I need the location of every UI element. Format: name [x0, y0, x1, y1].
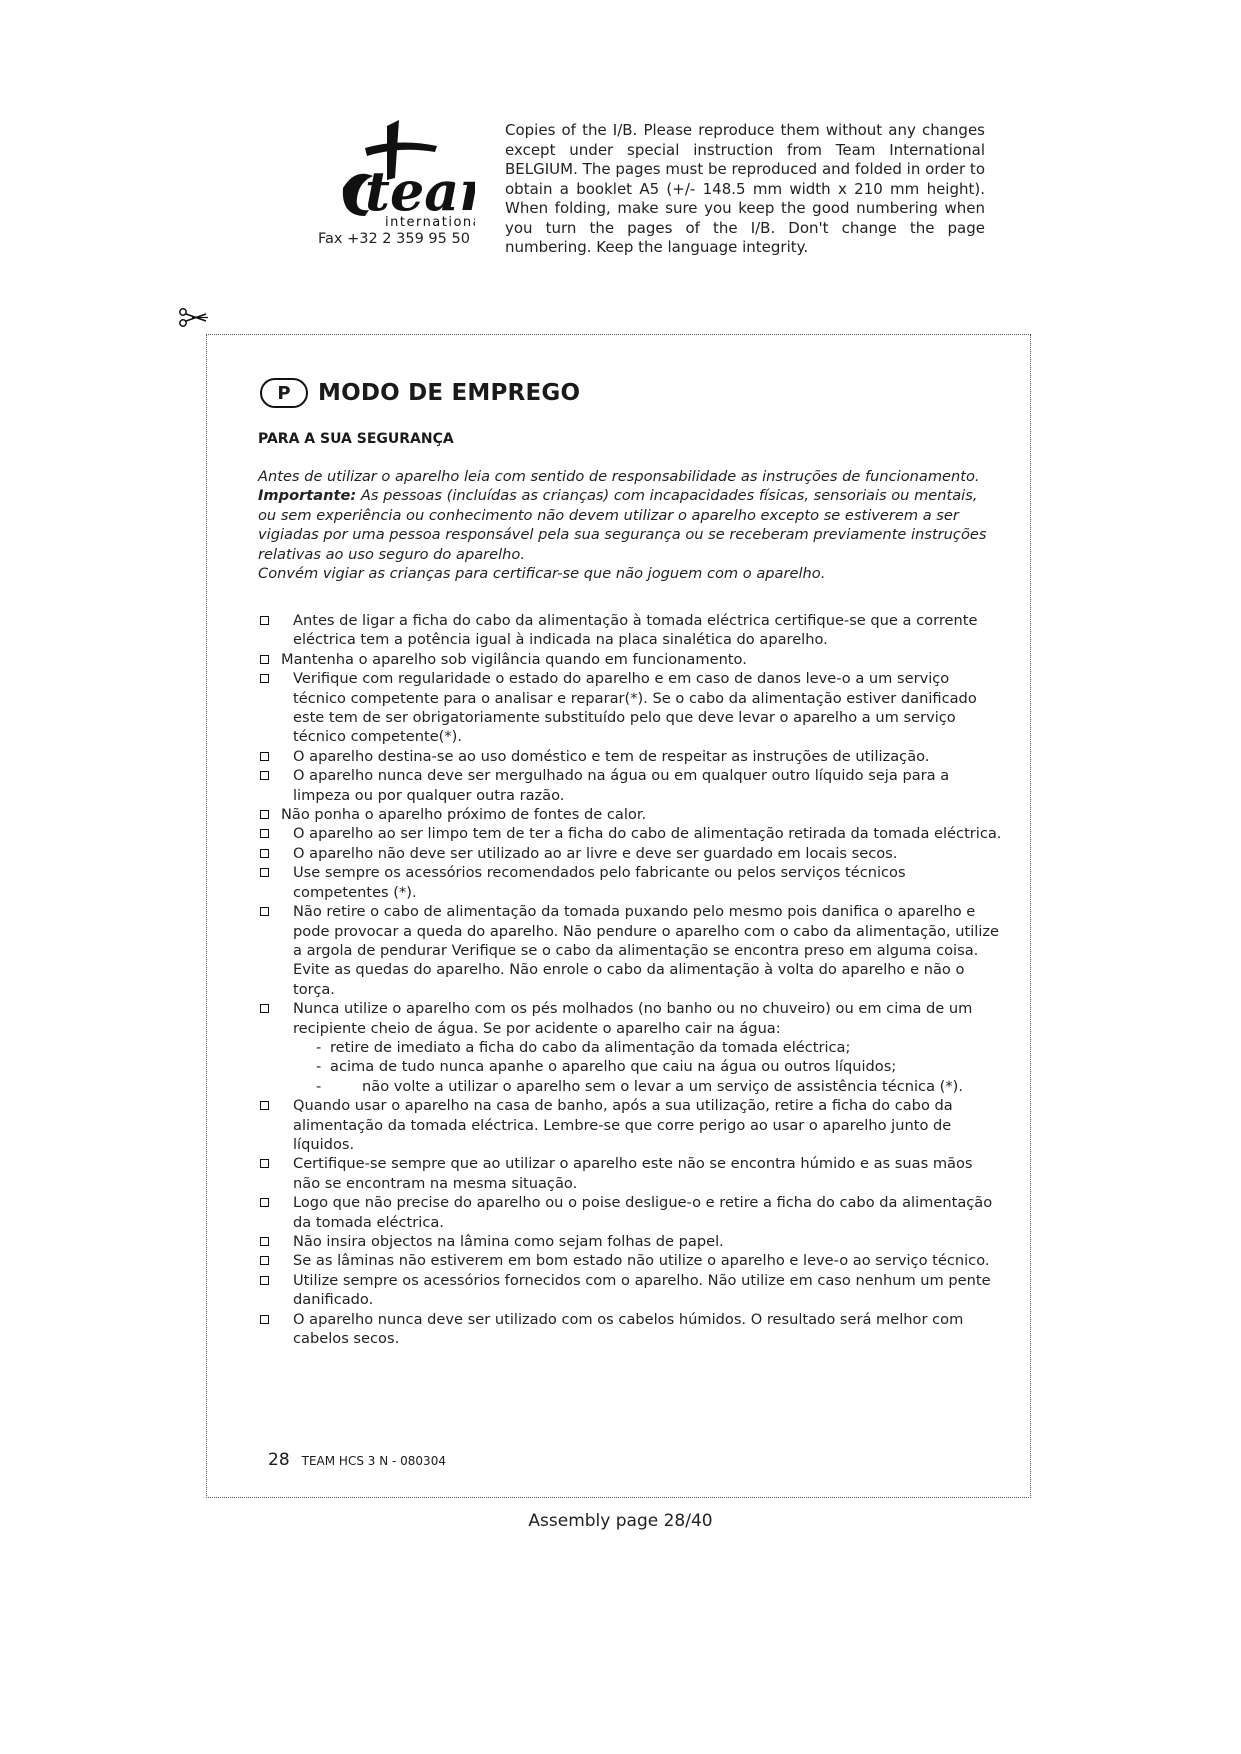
list-item: Utilize sempre os acessórios fornecidos com o aparelho. Não utilize em caso nenhum um pente danificado. [258, 1271, 1004, 1310]
list-item: Não ponha o aparelho próximo de fontes de calor. [258, 805, 1004, 824]
fax-number: Fax +32 2 359 95 50 [318, 231, 470, 247]
important-paragraph [258, 486, 988, 564]
list-item: Não insira objectos na lâmina como sejam folhas de papel. [258, 1232, 1004, 1251]
important-label: Importante: [258, 487, 357, 505]
assembly-page-label: Assembly page 28/40 [528, 1511, 713, 1531]
checkbox-bullet-icon [260, 1198, 269, 1207]
list-item: O aparelho ao ser limpo tem de ter a ficha do cabo de alimentação retirada da tomada eléctrica. [258, 824, 1004, 843]
list-item: Quando usar o aparelho na casa de banho, após a sua utilização, retire a ficha do cabo da alimentação da tomada eléctrica. Lembre-se que corre perigo ao usar o aparelho junto de líquidos. [258, 1096, 1004, 1154]
safety-bullet-list [258, 611, 1004, 1348]
intro-text: Antes de utilizar o aparelho leia com sentido de responsabilidade as instruções de funcionamento. [258, 468, 980, 485]
section-title: PARA A SUA SEGURANÇA [258, 431, 454, 447]
list-item: O aparelho nunca deve ser utilizado com os cabelos húmidos. O resultado será melhor com cabelos secos. [258, 1310, 1004, 1349]
checkbox-bullet-icon [260, 1101, 269, 1110]
checkbox-bullet-icon [260, 810, 269, 819]
list-item: Verifique com regularidade o estado do aparelho e em caso de danos leve-o a um serviço técnico competente para o analisar e reparar(*). Se o cabo da alimentação estiver danificado este tem de ser obrigatoriamente substituído pelo que deve levar o aparelho a um serviço técnico competente(*). [258, 669, 1004, 747]
model-code: TEAM HCS 3 N - 080304 [301, 1454, 446, 1468]
checkbox-bullet-icon [260, 674, 269, 683]
checkbox-bullet-icon [260, 1276, 269, 1285]
checkbox-bullet-icon [260, 868, 269, 877]
team-logo-icon [325, 118, 475, 230]
page-footer [268, 1450, 446, 1470]
sub-list-item: - retire de imediato a ficha do cabo da alimentação da tomada eléctrica; [316, 1038, 851, 1056]
page-title: MODO DE EMPREGO [318, 380, 581, 406]
page-number: 28 [268, 1450, 290, 1470]
list-item: Logo que não precise do aparelho ou o poise desligue-o e retire a ficha do cabo da alimentação da tomada eléctrica. [258, 1193, 1004, 1232]
list-item: Não retire o cabo de alimentação da tomada puxando pelo mesmo pois danifica o aparelho e pode provocar a queda do aparelho. Não pendure o aparelho com o cabo da alimentação, utilize a argola de pendurar Verifique se o cabo da alimentação se encontra preso em alguma coisa. Evite as quedas do aparelho. Não enrole o cabo da alimentação à volta do aparelho e não o torça. [258, 902, 1004, 999]
svg-text:team: tea [365, 159, 460, 223]
sub-list-item: - não volte a utilizar o aparelho sem o levar a um serviço de assistência técnica (*). [316, 1077, 963, 1095]
checkbox-bullet-icon [260, 1237, 269, 1246]
checkbox-bullet-icon [260, 1315, 269, 1324]
checkbox-bullet-icon [260, 1256, 269, 1265]
language-badge: P [260, 378, 308, 408]
checkbox-bullet-icon [260, 752, 269, 761]
list-item: Use sempre os acessórios recomendados pelo fabricante ou pelos serviços técnicos competentes (*). [258, 863, 1004, 902]
svg-text:international: internation [385, 215, 473, 230]
checkbox-bullet-icon [260, 829, 269, 838]
important-text: As pessoas (incluídas as crianças) com incapacidades físicas, sensoriais ou mentais, ou sem experiência ou conhecimento não devem utilizar o aparelho excepto se estiverem a ser vigiadas por uma pessoa responsável pela sua segurança ou se receberam previamente instruções relativas ao uso seguro do aparelho. [258, 487, 987, 563]
checkbox-bullet-icon [260, 655, 269, 664]
page-heading [260, 376, 580, 410]
checkbox-bullet-icon [260, 1004, 269, 1013]
sub-list-item: - acima de tudo nunca apanhe o aparelho que caiu na água ou outros líquidos; [316, 1058, 897, 1076]
checkbox-bullet-icon [260, 907, 269, 916]
checkbox-bullet-icon [260, 849, 269, 858]
checkbox-bullet-icon [260, 616, 269, 625]
scissors-icon [178, 306, 210, 330]
list-item: Se as lâminas não estiverem em bom estado não utilize o aparelho e leve-o ao serviço técnico. [258, 1251, 1004, 1270]
list-item: Mantenha o aparelho sob vigilância quando em funcionamento. [258, 650, 1004, 669]
list-item: O aparelho destina-se ao uso doméstico e tem de respeitar as instruções de utilização. [258, 747, 1004, 766]
list-item: Certifique-se sempre que ao utilizar o aparelho este não se encontra húmido e as suas mãos não se encontram na mesma situação. [258, 1154, 1004, 1193]
checkbox-bullet-icon [260, 771, 269, 780]
team-logo [325, 118, 475, 230]
children-warning: Convém vigiar as crianças para certificar-se que não joguem com o aparelho. [258, 565, 826, 583]
list-item: Nunca utilize o aparelho com os pés molhados (no banho ou no chuveiro) ou em cima de um recipiente cheio de água. Se por acidente o aparelho cair na água: [258, 999, 1004, 1038]
list-item: O aparelho nunca deve ser mergulhado na água ou em qualquer outro líquido seja para a limpeza ou por qualquer outra razão. [258, 766, 1004, 805]
list-item: Antes de ligar a ficha do cabo da alimentação à tomada eléctrica certifique-se que a corrente eléctrica tem a potência igual à indicada na placa sinalética do aparelho. [258, 611, 1004, 650]
checkbox-bullet-icon [260, 1159, 269, 1168]
safety-intro [258, 467, 988, 583]
list-item: O aparelho não deve ser utilizado ao ar livre e deve ser guardado em locais secos. [258, 844, 1004, 863]
reproduction-instructions: Copies of the I/B. Please reproduce them without any changes except under special instruction from Team International BELGIUM. The pages must be reproduced and folded in order to obtain a booklet A5 (+/- 148.5 mm width x 210 mm height). When folding, make sure you keep the good numbering when you turn the pages of the I/B. Don't change the page numbering. Keep the language integrity. [505, 121, 985, 256]
